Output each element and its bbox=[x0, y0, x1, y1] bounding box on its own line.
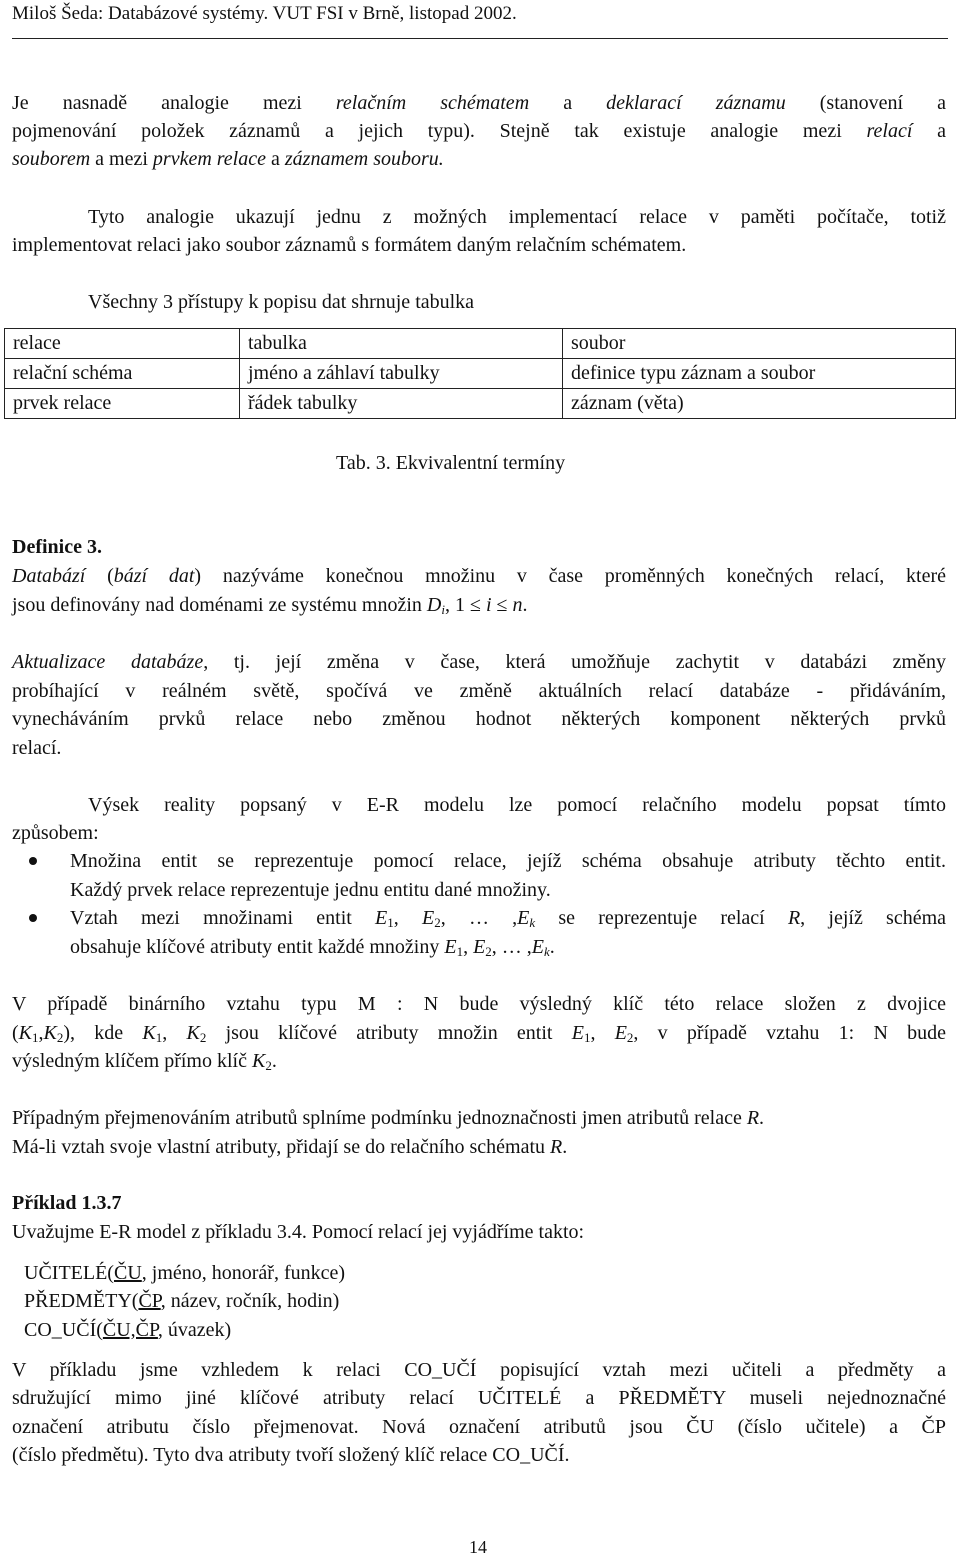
table-cell: relační schéma bbox=[5, 359, 240, 389]
example-line-3: označení atributu číslo přejmenovat. Nová označení atributů jsou ČU (číslo učitele) a ČP bbox=[12, 1416, 946, 1438]
binary-line-3: výsledným klíčem přímo klíč $K_2$. bbox=[12, 1050, 277, 1073]
update-line-3: vynecháváním prvků relace nebo změnou hodnot některých komponent některých prvků bbox=[12, 708, 946, 730]
bullet-1-line-2: Každý prvek relace reprezentuje jednu entitu dané množiny. bbox=[70, 879, 551, 901]
relation-predmety: PŘEDMĚTY(ČP, název, ročník, hodin) bbox=[24, 1290, 340, 1312]
rename-line-2: Má-li vztah svoje vlastní atributy, přidají se do relačního schématu R. bbox=[12, 1136, 568, 1158]
table-row bbox=[5, 329, 956, 359]
table-cell: záznam (věta) bbox=[563, 389, 956, 419]
bullet-2-line-1: Vztah mezi množinami entit $E_1$, $E_2$, … $,E_k$ se reprezentuje relací R, jejíž schéma bbox=[70, 907, 947, 930]
update-line-1: Aktualizace databáze, tj. její změna v čase, která umožňuje zachytit v databázi změny bbox=[12, 651, 946, 673]
table-cell: relace bbox=[5, 329, 240, 359]
table-cell: jméno a záhlaví tabulky bbox=[240, 359, 563, 389]
table-cell: tabulka bbox=[240, 329, 563, 359]
binary-line-2: $(K_1,K_2)$, kde $K_1$, $K_2$ jsou klíčové atributy množin entit $E_1$, $E_2$, v případě vztahu 1: N bude bbox=[12, 1022, 947, 1045]
intro-line-2: pojmenování položek záznamů a jejich typu). Stejně tak existuje analogie mezi relací a bbox=[12, 120, 946, 142]
table-cell: prvek relace bbox=[5, 389, 240, 419]
table-cell: řádek tabulky bbox=[240, 389, 563, 419]
bullet-icon bbox=[29, 914, 37, 922]
example-line-1: V příkladu jsme vzhledem k relaci CO_UČÍ popisující vztah mezi učiteli a předměty a bbox=[12, 1359, 946, 1381]
table-cell: soubor bbox=[563, 329, 956, 359]
example-line-2: sdružující mimo jiné klíčové atributy relací UČITELÉ a PŘEDMĚTY museli nejednoznačné bbox=[12, 1387, 946, 1409]
table-cell: definice typu záznam a soubor bbox=[563, 359, 956, 389]
rename-line-1: Případným přejmenováním atributů splníme podmínku jednoznačnosti jmen atributů relace R. bbox=[12, 1107, 765, 1129]
relation-co-uci: CO_UČÍ(ČU,ČP, úvazek) bbox=[24, 1319, 232, 1341]
relation-ucitele: UČITELÉ(ČU, jméno, honorář, funkce) bbox=[24, 1262, 346, 1284]
bullet-icon bbox=[29, 857, 37, 865]
table-intro: Všechny 3 přístupy k popisu dat shrnuje tabulka bbox=[88, 291, 475, 313]
analogies-line-2: implementovat relaci jako soubor záznamů s formátem daným relačním schématem. bbox=[12, 234, 687, 256]
header-divider bbox=[12, 38, 948, 39]
reality-line-1: Výsek reality popsaný v E-R modelu lze pomocí relačního modelu popsat tímto bbox=[88, 794, 946, 816]
intro-line-1: Je nasnadě analogie mezi relačním schématem a deklarací záznamu (stanovení a bbox=[12, 92, 946, 114]
definition-line-2: jsou definovány nad doménami ze systému množin $D_i$, 1 ≤ i ≤ n. bbox=[12, 594, 528, 617]
update-line-4: relací. bbox=[12, 737, 62, 759]
bullet-1-line-1: Množina entit se reprezentuje pomocí relace, jejíž schéma obsahuje atributy těchto entit. bbox=[70, 850, 946, 872]
update-line-2: probíhající v reálném světě, spočívá ve změně aktuálních relací databáze - přidáváním, bbox=[12, 680, 946, 702]
analogies-line-1: Tyto analogie ukazují jednu z možných implementací relace v paměti počítače, totiž bbox=[88, 206, 946, 228]
binary-line-1: V případě binárního vztahu typu M : N bude výsledný klíč této relace složen z dvojice bbox=[12, 993, 946, 1015]
table-caption: Tab. 3. Ekvivalentní termíny bbox=[336, 452, 566, 474]
table-row bbox=[5, 389, 956, 419]
running-header: Miloš Šeda: Databázové systémy. VUT FSI v Brně, listopad 2002. bbox=[12, 3, 517, 24]
bullet-2-line-2: obsahuje klíčové atributy entit každé množiny $E_1$, $E_2$, … $,E_k$. bbox=[70, 936, 555, 959]
example-line-4: (číslo předmětu). Tyto dva atributy tvoří složený klíč relace CO_UČÍ. bbox=[12, 1444, 570, 1466]
example-intro: Uvažujme E-R model z příkladu 3.4. Pomocí relací jej vyjádříme takto: bbox=[12, 1221, 585, 1243]
intro-line-3: souborem a mezi prvkem relace a záznamem souboru. bbox=[12, 148, 444, 170]
page-number: 14 bbox=[469, 1537, 487, 1557]
definition-line-1: Databází (bází dat) nazýváme konečnou množinu v čase proměnných konečných relací, které bbox=[12, 565, 947, 587]
definition-title: Definice 3. bbox=[12, 536, 102, 558]
table-row bbox=[5, 359, 956, 389]
reality-line-2: způsobem: bbox=[12, 822, 99, 844]
terms-table bbox=[4, 328, 956, 419]
example-title: Příklad 1.3.7 bbox=[12, 1192, 122, 1214]
